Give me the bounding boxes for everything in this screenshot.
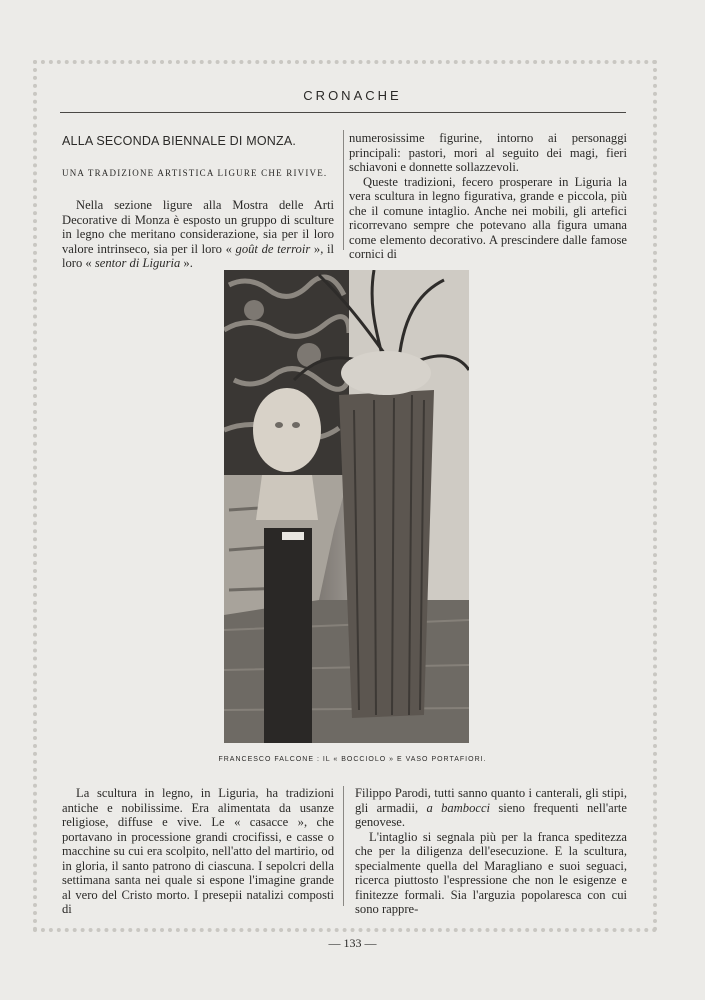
article-title: ALLA SECONDA BIENNALE DI MONZA.: [62, 134, 297, 148]
sculpture-photograph: [224, 270, 469, 743]
paragraph-intro: Nella sezione ligure alla Mostra delle Arti Decorative di Monza è esposto un gruppo di sculture in legno che meritano considerazione, sia per il loro valore intrinseco, sia per il loro « goût de terroir », il loro « sentor di Liguria ».: [62, 198, 335, 270]
column-divider-bottom: [343, 786, 344, 906]
article-subtitle: UNA TRADIZIONE ARTISTICA LIGURE CHE RIVIVE.: [62, 167, 328, 178]
paragraph-carving: L'intaglio si segnala più per la franca speditezza che per la diligenza dell'esecuzione. E la scultura, specialmente quella del Maragliano e suoi seguaci, ricerca piuttosto l'espressione che non le esigenze e finitezze formali. Sia l'arguzia popolaresca con cui sono rappre-: [355, 829, 627, 916]
running-head: CRONACHE: [303, 88, 402, 103]
paragraph-traditions: Queste tradizioni, fecero prosperare in Liguria la vera scultura in legno figurativa, grande e piccola, più che il comune intaglio. Anche nei mobili, gli artefici ricorrevano sempre che potevano alla figura umana come elemento decorativo. A prescindere dalle famose cornici di: [349, 174, 627, 261]
paragraph-wood-sculpture: La scultura in legno, in Liguria, ha tradizioni antiche e nobilissime. Era alimentata da usanze religiose, diffuse e vive. Le « casacce », che portavano in processione grandi crocifissi, e casse o macchine su cui era scolpito, nell'atto del martirio, od in gloria, il santo patrono di ciascuna. I sepolcri della settimana santa nei quale si espone l'imagine grande al vero del Cristo morto. I presepii natalizi composti di: [62, 786, 334, 916]
header-rule: [60, 112, 626, 113]
paragraph-figurine: numerosissime figurine, intorno ai personaggi principali: pastori, mori al seguito dei magi, fieri schiavoni e donnette sollazzevoli.: [349, 131, 627, 174]
right-column-top: [349, 131, 627, 262]
left-column-top: [62, 134, 334, 271]
page-number: — 133 —: [328, 936, 377, 950]
figure-caption: FRANCESCO FALCONE : IL « BOCCIOLO » E VASO PORTAFIORI.: [218, 756, 487, 763]
column-divider-top: [343, 130, 344, 250]
paragraph-parodi: Filippo Parodi, tutti sanno quanto i canterali, gli stipi, gli armadii, a bambocci sieno frequenti nell'arte genovese.: [355, 786, 628, 829]
right-column-bottom: [355, 786, 627, 917]
left-column-bottom: [62, 786, 334, 917]
